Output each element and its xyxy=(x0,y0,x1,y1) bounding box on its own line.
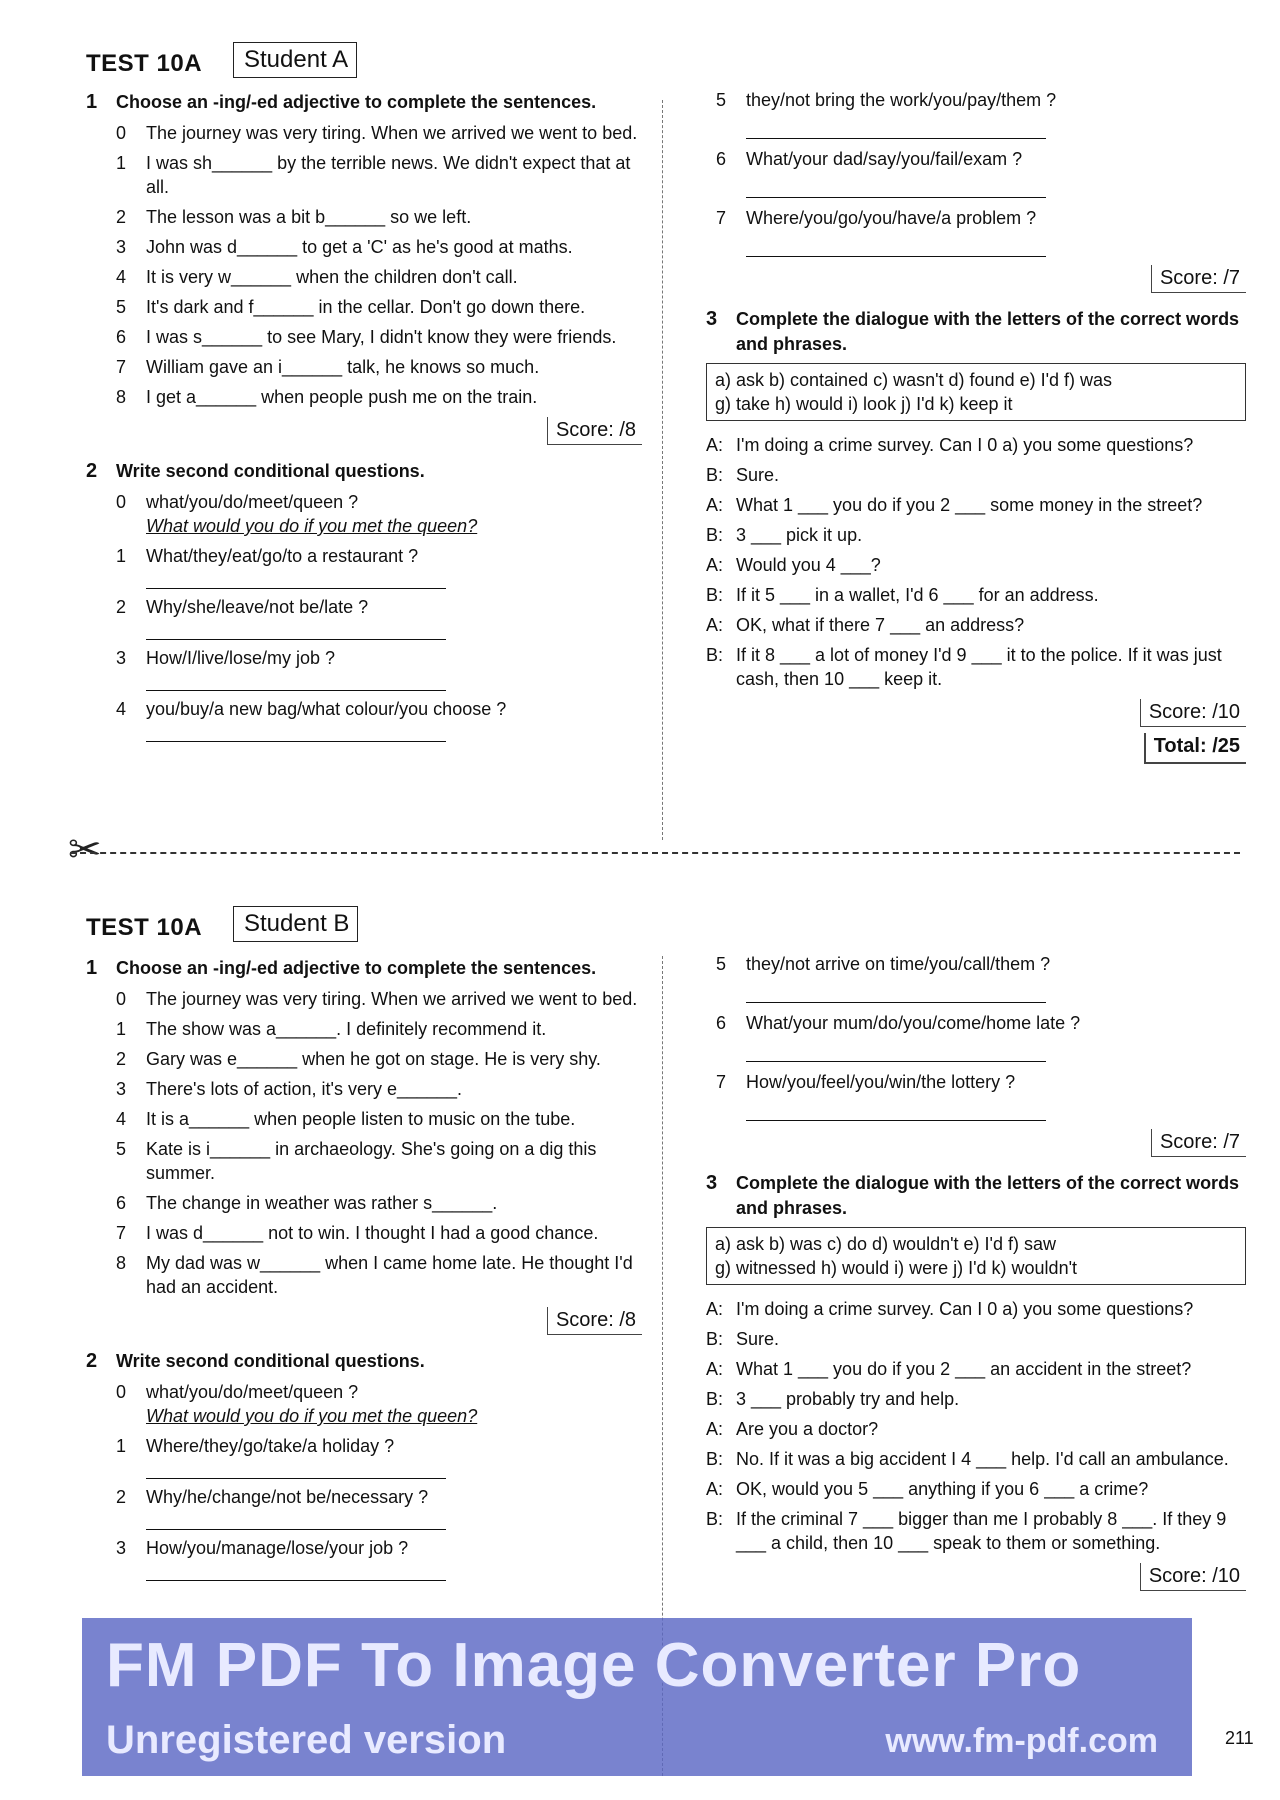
dialogue-line: B: No. If it was a big accident I 4 ___ help. I'd call an ambulance. xyxy=(706,1449,1229,1469)
word-box: a) ask b) contained c) wasn't d) found e) I'd f) was g) take h) would i) look j) I'd k) keep it xyxy=(706,363,1246,421)
answer-line[interactable] xyxy=(746,1043,1046,1062)
exercise-item: 3 How/you/manage/lose/your job ? xyxy=(86,1536,642,1581)
answer-line[interactable] xyxy=(146,1511,446,1530)
student-a-test xyxy=(0,0,1280,860)
dialogue-line: A: Would you 4 ___? xyxy=(706,555,881,575)
score-box: Score: /10 xyxy=(706,1563,1246,1591)
exercise-item: 3 How/I/live/lose/my job ? xyxy=(86,646,642,691)
dialogue-line: A: I'm doing a crime survey. Can I 0 a) you some questions? xyxy=(706,435,1194,455)
exercise-item: 5 they/not bring the work/you/pay/them ? xyxy=(706,88,1246,139)
answer-line[interactable] xyxy=(146,570,446,589)
section-heading xyxy=(86,90,642,115)
exercise-item: 2 The lesson was a bit b______ so we left. xyxy=(116,207,472,227)
exercise-item: 4 you/buy/a new bag/what colour/you choose ? xyxy=(86,697,642,742)
answer-line[interactable] xyxy=(146,1460,446,1479)
dialogue-line: B: Sure. xyxy=(706,465,780,485)
exercise-item: 4 It is very w______ when the children don't call. xyxy=(116,267,518,287)
section-heading: 2 Write second conditional questions. xyxy=(86,460,425,482)
exercise-item: 5 Kate is i______ in archaeology. She's going on a dig this summer. xyxy=(116,1139,597,1183)
answer-line[interactable] xyxy=(146,672,446,691)
answer-line[interactable] xyxy=(746,179,1046,198)
student-label: Student A xyxy=(233,42,357,78)
watermark-url: www.fm-pdf.com xyxy=(885,1722,1158,1760)
exercise-item: 3 John was d______ to get a 'C' as he's good at maths. xyxy=(116,237,573,257)
exercise-item: 6 The change in weather was rather s______. xyxy=(116,1193,498,1213)
right-column xyxy=(706,88,1246,770)
exercise-item: 7 William gave an i______ talk, he knows so much. xyxy=(116,357,540,377)
answer-line[interactable] xyxy=(746,984,1046,1003)
exercise-item: 8 My dad was w______ when I came home late. He thought I'd had an accident. xyxy=(116,1253,633,1297)
test-title: TEST 10A xyxy=(86,50,203,77)
answer-line[interactable] xyxy=(746,120,1046,139)
exercise-item: 7 How/you/feel/you/win/the lottery ? xyxy=(706,1070,1246,1121)
right-column xyxy=(706,952,1246,1605)
dialogue-line: B: Sure. xyxy=(706,1329,780,1349)
dialogue-line: A: What 1 ___ you do if you 2 ___ some money in the street? xyxy=(706,495,1203,515)
dialogue-line: A: OK, what if there 7 ___ an address? xyxy=(706,615,1025,635)
score-box: Score: /7 xyxy=(706,265,1246,293)
student-label: Student B xyxy=(233,906,358,942)
scissors-icon: ✂ xyxy=(68,828,102,872)
example-item: 0 what/you/do/meet/queen ? What would you do if you met the queen? xyxy=(116,492,478,536)
exercise-item: 2 Why/she/leave/not be/late ? xyxy=(86,595,642,640)
dialogue-line: B: 3 ___ probably try and help. xyxy=(706,1389,960,1409)
exercise-item: 7 I was d______ not to win. I thought I had a good chance. xyxy=(116,1223,599,1243)
dialogue-line: A: OK, would you 5 ___ anything if you 6 ___ a crime? xyxy=(706,1479,1149,1499)
section-heading: 3 Complete the dialogue with the letters of the correct words and phrases. xyxy=(706,1172,1240,1218)
dialogue-line: B: If it 8 ___ a lot of money I'd 9 ___ it to the police. If it was just cash, then 10 ___ keep it. xyxy=(706,645,1222,689)
section-number: 1 xyxy=(86,91,98,113)
section-heading: 2 Write second conditional questions. xyxy=(86,1350,425,1372)
exercise-item: 5 It's dark and f______ in the cellar. Don't go down there. xyxy=(116,297,586,317)
dialogue-line: B: If it 5 ___ in a wallet, I'd 6 ___ for an address. xyxy=(706,585,1099,605)
exercise-item: 1 I was sh______ by the terrible news. We didn't expect that at all. xyxy=(116,153,631,197)
section-heading: 1 Choose an -ing/-ed adjective to complete the sentences. xyxy=(86,957,597,979)
answer-line[interactable] xyxy=(746,238,1046,257)
exercise-item: 3 There's lots of action, it's very e______. xyxy=(116,1079,463,1099)
answer-line[interactable] xyxy=(746,1102,1046,1121)
exercise-item: 2 Why/he/change/not be/necessary ? xyxy=(86,1485,642,1530)
cut-line xyxy=(70,852,1240,854)
page-number: 211 xyxy=(1225,1728,1254,1748)
dialogue-line: A: What 1 ___ you do if you 2 ___ an accident in the street? xyxy=(706,1359,1192,1379)
left-column xyxy=(86,90,642,748)
answer-line[interactable] xyxy=(146,723,446,742)
score-box: Score: /7 xyxy=(706,1129,1246,1157)
answer-line[interactable] xyxy=(146,621,446,640)
column-divider xyxy=(662,100,663,840)
dialogue-line: A: I'm doing a crime survey. Can I 0 a) you some questions? xyxy=(706,1299,1194,1319)
exercise-item: 6 I was s______ to see Mary, I didn't know they were friends. xyxy=(116,327,617,347)
exercise-item: 5 they/not arrive on time/you/call/them ? xyxy=(706,952,1246,1003)
section-instruction: Choose an -ing/-ed adjective to complete the sentences. xyxy=(116,92,597,112)
exercise-item: 0 The journey was very tiring. When we arrived we went to bed. xyxy=(116,989,638,1009)
exercise-item: 2 Gary was e______ when he got on stage. He is very shy. xyxy=(116,1049,601,1069)
exercise-item: 8 I get a______ when people push me on the train. xyxy=(116,387,538,407)
word-box: a) ask b) was c) do d) wouldn't e) I'd f) saw g) witnessed h) would i) were j) I'd k) wouldn't xyxy=(706,1227,1246,1285)
example-item: 0 what/you/do/meet/queen ? What would you do if you met the queen? xyxy=(116,1382,478,1426)
exercise-item: 1 Where/they/go/take/a holiday ? xyxy=(86,1434,642,1479)
score-box: Score: /10 xyxy=(706,699,1246,727)
exercise-item: 6 What/your mum/do/you/come/home late ? xyxy=(706,1011,1246,1062)
exercise-item: 1 What/they/eat/go/to a restaurant ? xyxy=(86,544,642,589)
exercise-item: 6 What/your dad/say/you/fail/exam ? xyxy=(706,147,1246,198)
total-box: Total: /25 xyxy=(706,733,1246,764)
watermark-title: FM PDF To Image Converter Pro xyxy=(106,1631,1082,1700)
exercise-item: 7 Where/you/go/you/have/a problem ? xyxy=(706,206,1246,257)
left-column xyxy=(86,956,642,1587)
exercise-item: 1 The show was a______. I definitely recommend it. xyxy=(116,1019,547,1039)
exercise-item: 4 It is a______ when people listen to music on the tube. xyxy=(116,1109,576,1129)
watermark-subtitle: Unregistered version xyxy=(106,1718,507,1762)
answer-line[interactable] xyxy=(146,1562,446,1581)
section-heading: 3 Complete the dialogue with the letters of the correct words and phrases. xyxy=(706,308,1240,354)
dialogue-line: A: Are you a doctor? xyxy=(706,1419,879,1439)
exercise-item: 0 The journey was very tiring. When we arrived we went to bed. xyxy=(116,123,638,143)
score-box: Score: /8 xyxy=(86,1307,642,1335)
dialogue-line: B: 3 ___ pick it up. xyxy=(706,525,863,545)
test-title: TEST 10A xyxy=(86,914,203,941)
converter-watermark-banner xyxy=(82,1618,1192,1776)
dialogue-line: B: If the criminal 7 ___ bigger than me I probably 8 ___. If they 9 ___ a child, then 10 ___ speak to them or something. xyxy=(706,1509,1227,1553)
score-box: Score: /8 xyxy=(86,417,642,445)
